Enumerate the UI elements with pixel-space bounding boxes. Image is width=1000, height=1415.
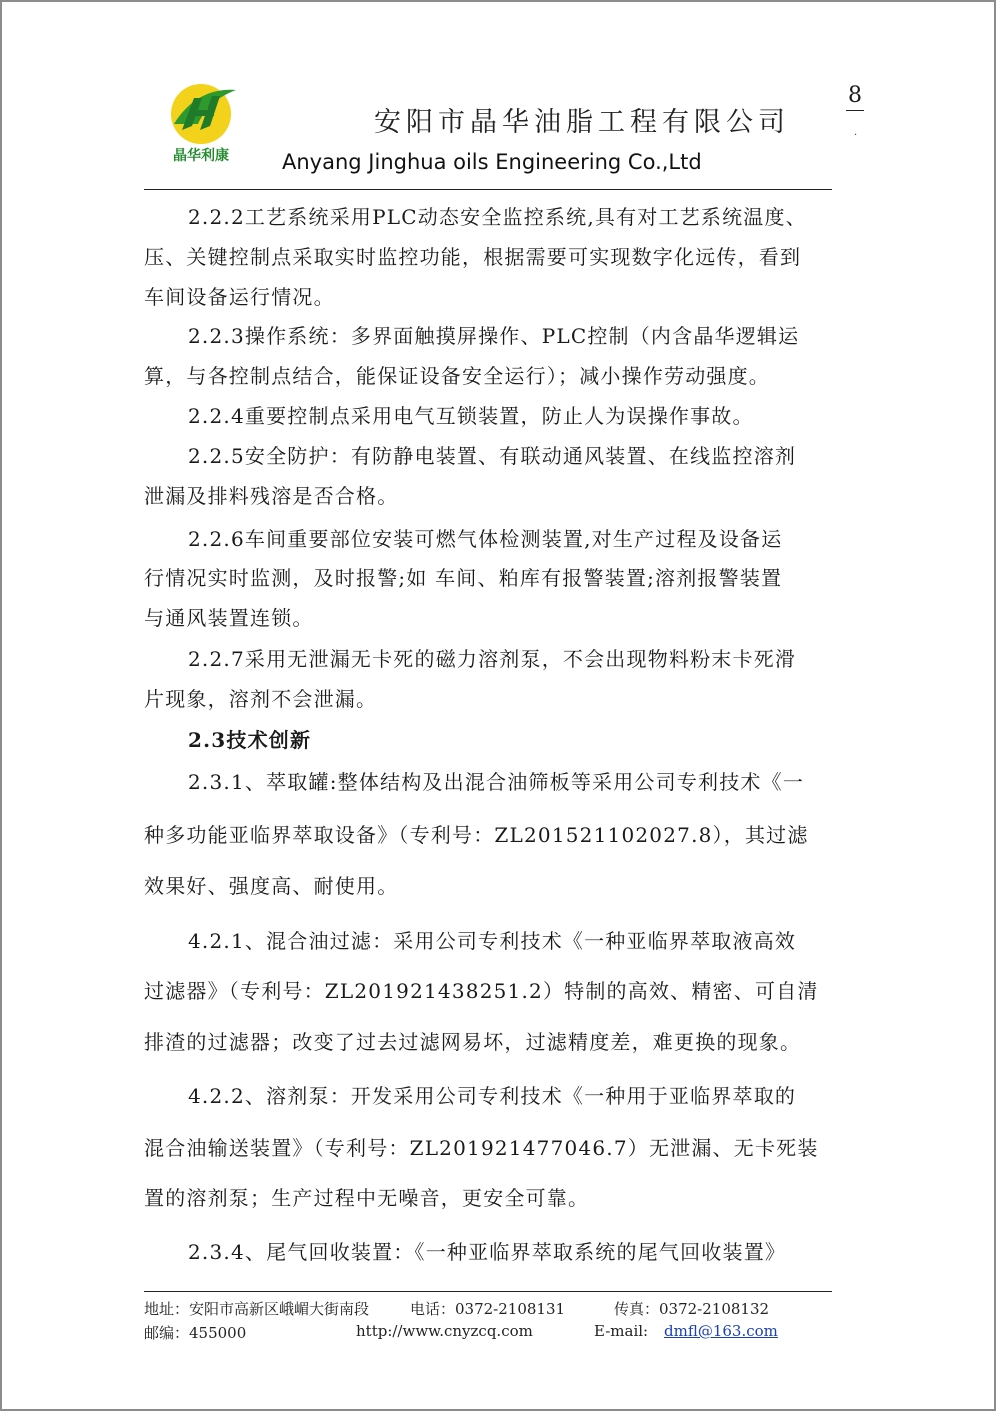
paragraph-line: 4.2.2、溶剂泵：开发采用公司专利技术《一种用于亚临界萃取的	[188, 1084, 797, 1108]
paragraph-line: 算，与各控制点结合，能保证设备安全运行）；减小操作劳动强度。	[144, 364, 770, 388]
paragraph-line: 2.3.1、萃取罐:整体结构及出混合油筛板等采用公司专利技术《一	[188, 770, 805, 794]
logo-text: 晶华利康	[173, 148, 229, 164]
paragraph-line: 置的溶剂泵；生产过程中无噪音，更安全可靠。	[144, 1186, 590, 1210]
paragraph-line: 排渣的过滤器；改变了过去过滤网易坏，过滤精度差，难更换的现象。	[144, 1030, 802, 1054]
page-number: 8	[846, 82, 864, 111]
footer-fax: 传真：0372-2108132	[614, 1300, 770, 1318]
footer-phone: 电话：0372-2108131	[410, 1300, 566, 1318]
paragraph-line: 效果好、强度高、耐使用。	[144, 874, 399, 898]
paragraph-line: 行情况实时监测，及时报警;如 车间、粕库有报警装置;溶剂报警装置	[144, 566, 783, 590]
paragraph-line: 2.2.6车间重要部位安装可燃气体检测装置,对生产过程及设备运	[188, 527, 783, 551]
paragraph-line: 车间设备运行情况。	[144, 285, 335, 309]
page-number-mark: ·	[854, 130, 858, 141]
footer-divider	[144, 1291, 832, 1292]
paragraph-line: 混合油输送装置》（专利号：ZL201921477046.7）无泄漏、无卡死装	[144, 1136, 819, 1160]
paragraph-line: 2.3.4、尾气回收装置：《一种亚临界萃取系统的尾气回收装置》	[188, 1240, 787, 1264]
paragraph-line: 压、关键控制点采取实时监控功能，根据需要可实现数字化远传，看到	[144, 245, 802, 269]
paragraph-line: 片现象，溶剂不会泄漏。	[144, 687, 378, 711]
paragraph-line: 与通风装置连锁。	[144, 606, 314, 630]
paragraph-line: 泄漏及排料残溶是否合格。	[144, 484, 399, 508]
footer-email-label: E-mail:	[594, 1322, 649, 1340]
paragraph-line: 2.2.4重要控制点采用电气互锁装置，防止人为误操作事故。	[188, 404, 754, 428]
footer-address: 地址：安阳市高新区峨嵋大街南段	[144, 1300, 370, 1318]
header-divider	[144, 189, 832, 190]
footer-postcode: 邮编：455000	[144, 1324, 247, 1342]
footer-email-link[interactable]: dmfl@163.com	[664, 1322, 778, 1340]
paragraph-line: 种多功能亚临界萃取设备》（专利号：ZL201521102027.8），其过滤	[144, 823, 809, 847]
paragraph-line: 2.2.7采用无泄漏无卡死的磁力溶剂泵，不会出现物料粉末卡死滑	[188, 647, 797, 671]
paragraph-line: 2.2.2工艺系统采用PLC动态安全监控系统,具有对工艺系统温度、	[188, 205, 807, 229]
paragraph-line: 过滤器》（专利号：ZL201921438251.2）特制的高效、精密、可自清	[144, 979, 819, 1003]
footer-website: http://www.cnyzcq.com	[356, 1322, 533, 1340]
paragraph-line: 4.2.1、混合油过滤：采用公司专利技术《一种亚临界萃取液高效	[188, 929, 797, 953]
paragraph-line: 2.2.3操作系统：多界面触摸屏操作、PLC控制（内含晶华逻辑运	[188, 324, 800, 348]
company-name-en: Anyang Jinghua oils Engineering Co.,Ltd	[282, 150, 702, 174]
company-name-cn: 安阳市晶华油脂工程有限公司	[374, 107, 790, 138]
paragraph-line: 2.2.5安全防护：有防静电装置、有联动通风装置、在线监控溶剂	[188, 444, 797, 468]
section-heading: 2.3技术创新	[188, 728, 312, 752]
company-logo	[160, 80, 242, 170]
